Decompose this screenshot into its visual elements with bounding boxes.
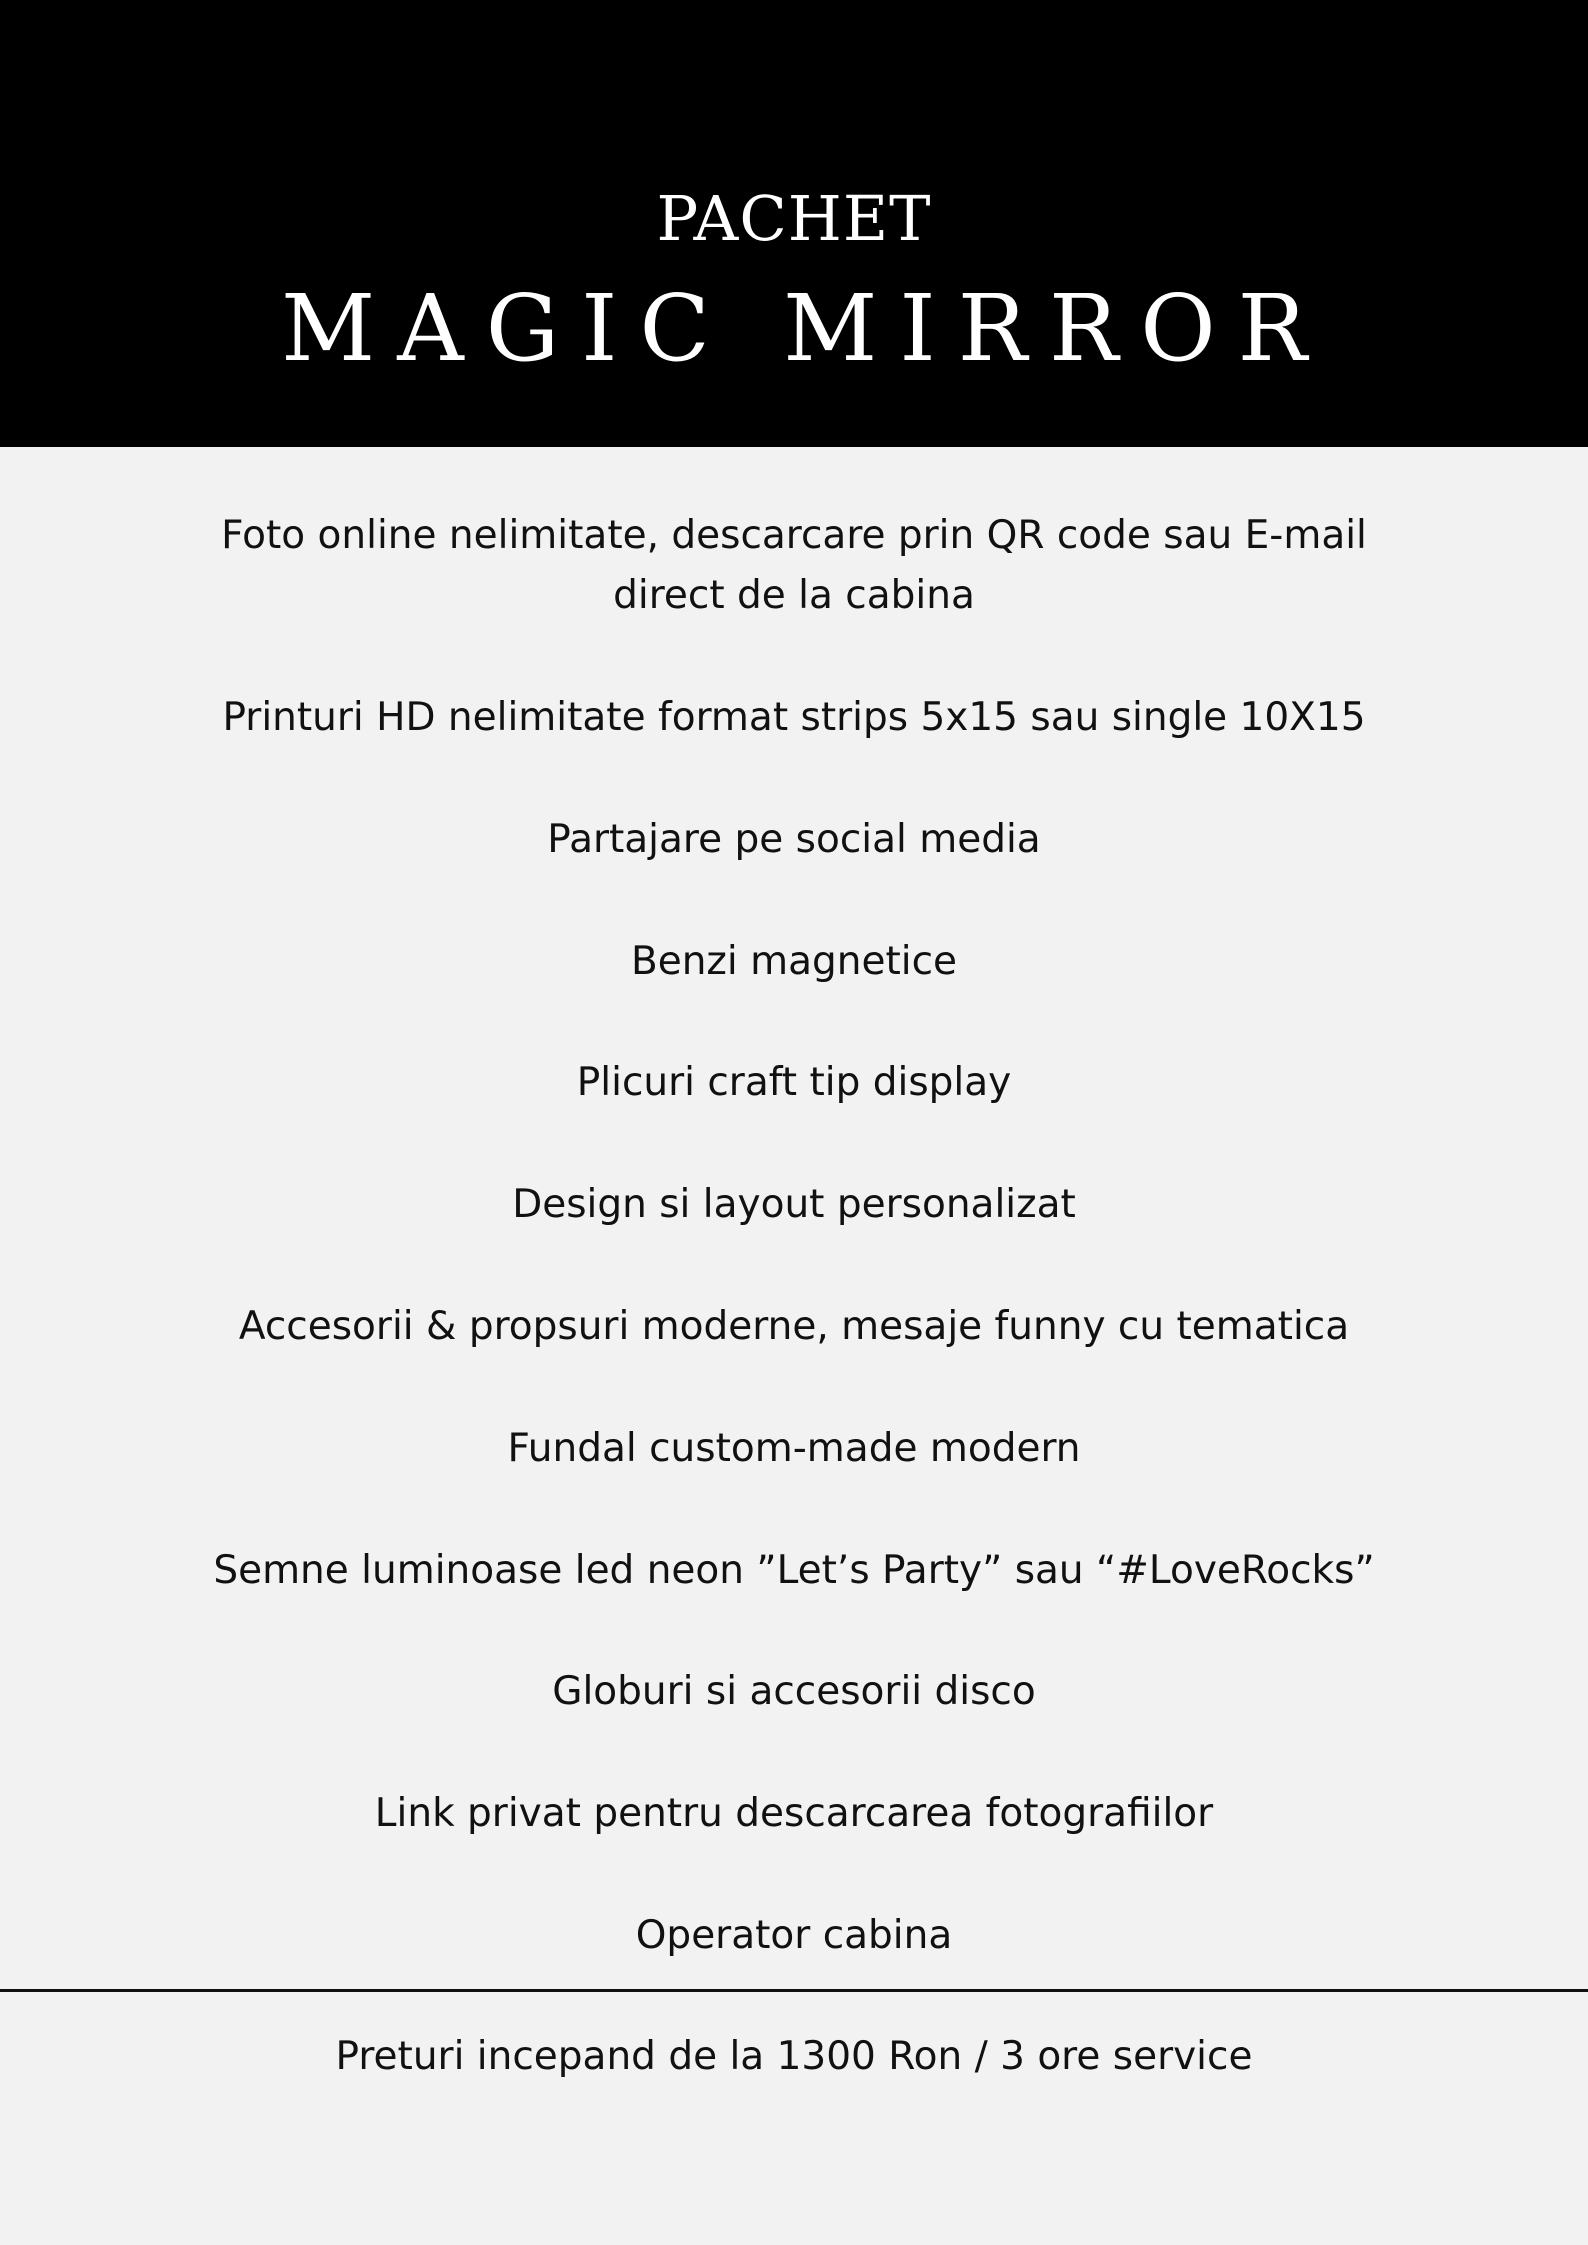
package-title: MAGIC MIRROR — [281, 275, 1329, 382]
feature-item: Accesorii & propsuri moderne, mesaje funny cu tematica — [238, 1304, 1350, 1349]
feature-item: direct de la cabina — [613, 573, 975, 618]
feature-item: Partajare pe social media — [547, 817, 1041, 862]
feature-item: Semne luminoase led neon ”Let’s Party” sau “#LoveRocks” — [213, 1548, 1375, 1593]
feature-item: Plicuri craft tip display — [576, 1060, 1012, 1105]
package-label: PACHET — [656, 182, 932, 255]
price-note: Preturi incepand de la 1300 Ron / 3 ore service — [335, 2034, 1253, 2079]
feature-item: Operator cabina — [635, 1913, 953, 1958]
feature-item: Design si layout personalizat — [512, 1182, 1076, 1227]
divider-line — [0, 1989, 1588, 1992]
feature-item: Fundal custom-made modern — [507, 1426, 1081, 1471]
feature-item: Foto online nelimitate, descarcare prin QR code sau E-mail — [221, 513, 1367, 558]
feature-item: Globuri si accesorii disco — [552, 1669, 1036, 1714]
feature-item: Link privat pentru descarcarea fotografiilor — [374, 1791, 1214, 1836]
feature-item: Printuri HD nelimitate format strips 5x15 sau single 10X15 — [222, 695, 1366, 740]
feature-item: Benzi magnetice — [630, 939, 958, 984]
